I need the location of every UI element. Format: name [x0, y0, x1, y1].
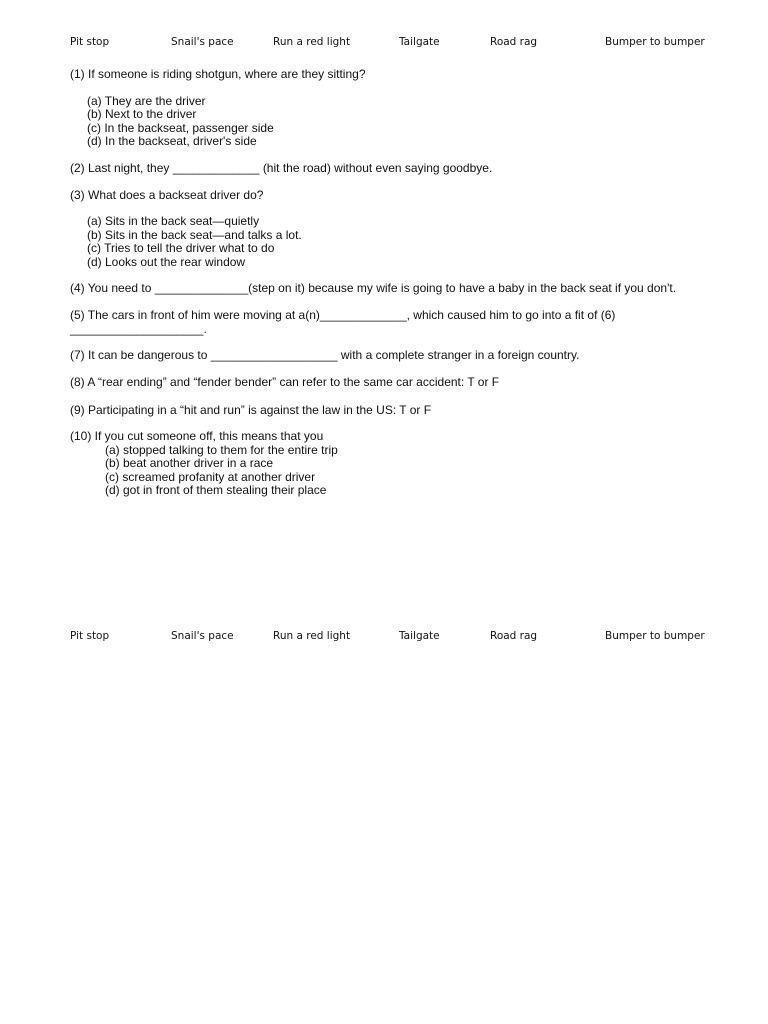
word-bank-item: Snail's pace — [171, 36, 234, 48]
question-10-options — [105, 444, 710, 498]
option: (a) They are the driver — [87, 93, 206, 108]
option: (d) Looks out the rear window — [87, 254, 246, 269]
word-bank-item: Bumper to bumper — [605, 36, 705, 48]
word-bank-item: Pit stop — [70, 630, 110, 642]
question-8: (8) A “rear ending” and “fender bender” can refer to the same car accident: T or F — [70, 375, 500, 390]
question-1-options — [87, 95, 710, 149]
option: (d) got in front of them stealing their place — [105, 483, 327, 498]
word-bank-item: Bumper to bumper — [605, 630, 705, 642]
word-bank-item: Run a red light — [273, 36, 351, 48]
word-bank-item: Pit stop — [70, 36, 110, 48]
question-3-options — [87, 215, 710, 269]
word-bank-item: Run a red light — [273, 630, 351, 642]
question-10: (10) If you cut someone off, this means that you — [70, 429, 324, 444]
option: (c) screamed profanity at another driver — [105, 469, 316, 484]
option: (c) In the backseat, passenger side — [87, 120, 274, 135]
option: (b) beat another driver in a race — [105, 456, 274, 471]
word-bank-item: Road rag — [490, 630, 538, 642]
question-5-6: (5) The cars in front of him were moving at a(n)_____________, which caused him to go into a fit of (6) ____________________. — [70, 308, 616, 336]
question-list — [70, 68, 710, 511]
word-bank-bottom — [0, 629, 768, 643]
option: (b) Next to the driver — [87, 107, 197, 122]
word-bank-item: Tailgate — [399, 36, 440, 48]
question-3: (3) What does a backseat driver do? — [70, 187, 264, 202]
word-bank-top — [0, 35, 768, 49]
option: (d) In the backseat, driver's side — [87, 134, 257, 149]
word-bank-item: Snail's pace — [171, 630, 234, 642]
option: (c) Tries to tell the driver what to do — [87, 241, 275, 256]
option: (b) Sits in the back seat—and talks a lot. — [87, 227, 302, 242]
word-bank-item: Road rag — [490, 36, 538, 48]
option: (a) Sits in the back seat—quietly — [87, 214, 260, 229]
question-4: (4) You need to ______________(step on it) because my wife is going to have a baby in the back seat if you don't. — [70, 281, 677, 296]
word-bank-item: Tailgate — [399, 630, 440, 642]
question-2: (2) Last night, they _____________ (hit the road) without even saying goodbye. — [70, 160, 493, 175]
question-7: (7) It can be dangerous to ___________________ with a complete stranger in a foreign country. — [70, 348, 580, 363]
question-9: (9) Participating in a “hit and run” is against the law in the US: T or F — [70, 402, 432, 417]
option: (a) stopped talking to them for the entire trip — [105, 442, 338, 457]
question-1: (1) If someone is riding shotgun, where are they sitting? — [70, 67, 366, 81]
